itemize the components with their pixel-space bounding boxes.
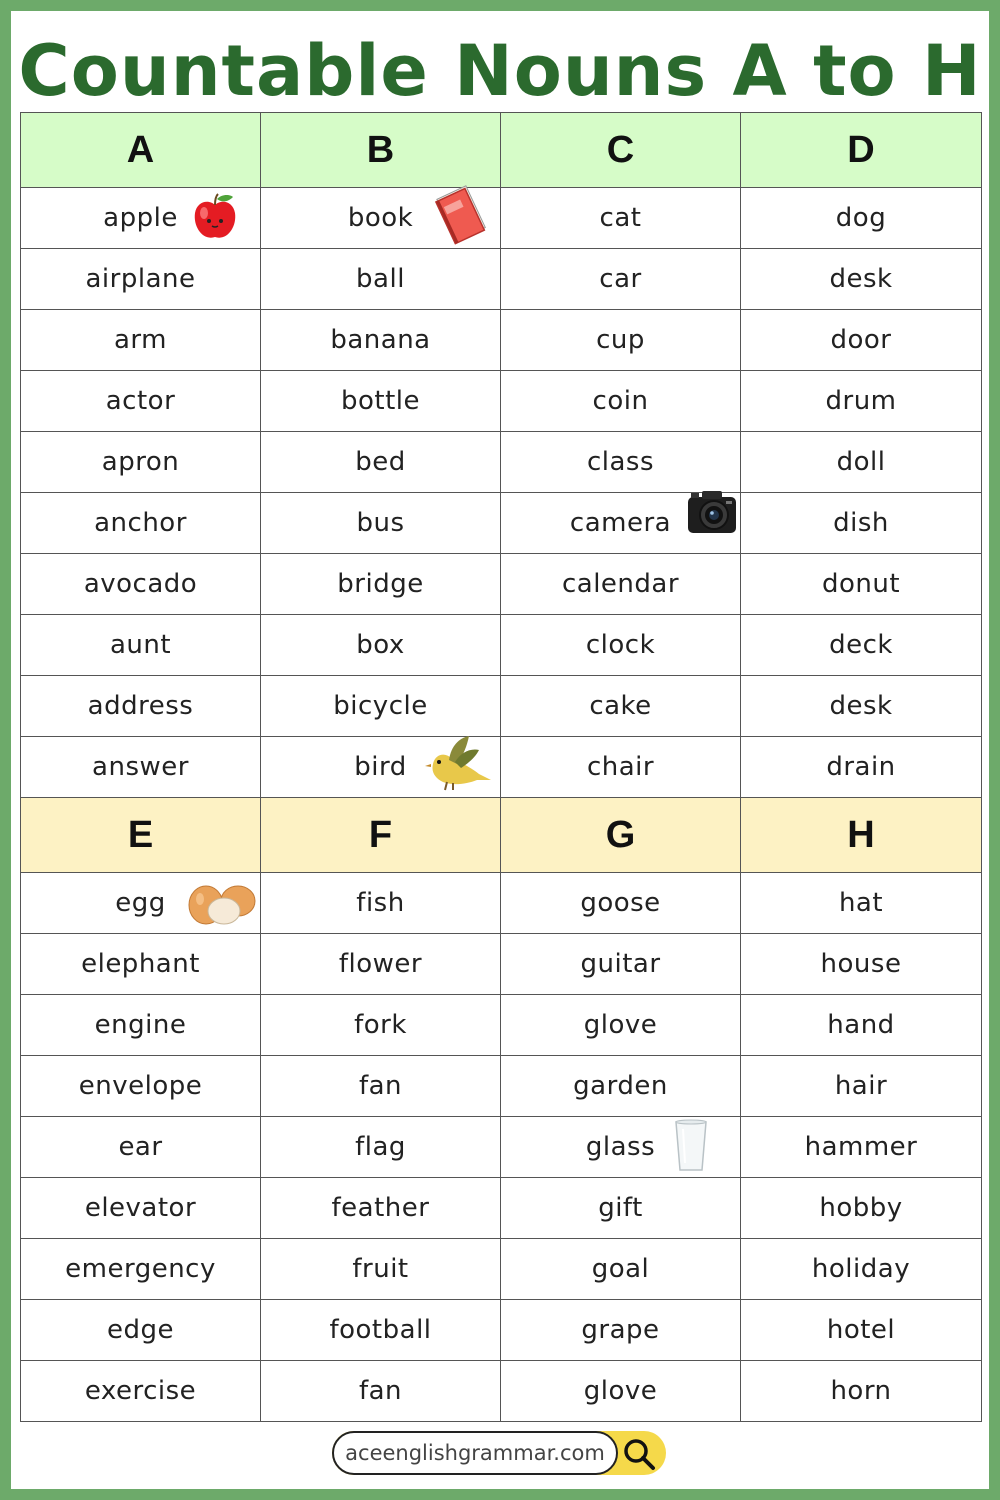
table-cell: flag (261, 1117, 501, 1178)
table-cell: cup (501, 310, 741, 371)
table-cell: car (501, 249, 741, 310)
header-a: A (21, 113, 261, 188)
table-cell: chair (501, 737, 741, 798)
table-cell: ear (21, 1117, 261, 1178)
table-row (21, 737, 982, 798)
table-cell: hammer (741, 1117, 982, 1178)
table-cell: grape (501, 1300, 741, 1361)
table-row (21, 249, 982, 310)
table-cell: elephant (21, 934, 261, 995)
table-cell: horn (741, 1361, 982, 1422)
table-cell: goal (501, 1239, 741, 1300)
table-cell: desk (741, 676, 982, 737)
header-h: H (741, 798, 982, 873)
table-row (21, 873, 982, 934)
page-title: Countable Nouns A to H (18, 30, 982, 112)
table-cell: box (261, 615, 501, 676)
table-cell: actor (21, 371, 261, 432)
search-icon[interactable] (622, 1437, 656, 1471)
table-cell: cat (501, 188, 741, 249)
table-cell: envelope (21, 1056, 261, 1117)
table-cell: book (261, 188, 501, 249)
table-row (21, 676, 982, 737)
table-cell: egg (21, 873, 261, 934)
table-cell: exercise (21, 1361, 261, 1422)
table-cell: camera (501, 493, 741, 554)
table-cell: hobby (741, 1178, 982, 1239)
table-cell: glove (501, 995, 741, 1056)
table-cell: gift (501, 1178, 741, 1239)
table-cell: fish (261, 873, 501, 934)
table-cell: bicycle (261, 676, 501, 737)
table-row (21, 1117, 982, 1178)
table-cell: apron (21, 432, 261, 493)
glass-icon (673, 1119, 709, 1173)
header-e: E (21, 798, 261, 873)
table-cell: hat (741, 873, 982, 934)
table-cell: avocado (21, 554, 261, 615)
table-row (21, 188, 982, 249)
table-cell: bed (261, 432, 501, 493)
table-cell: football (261, 1300, 501, 1361)
table-cell: fruit (261, 1239, 501, 1300)
table-cell: address (21, 676, 261, 737)
table-cell: guitar (501, 934, 741, 995)
table-cell: clock (501, 615, 741, 676)
table-cell: desk (741, 249, 982, 310)
table-cell: answer (21, 737, 261, 798)
table-cell: donut (741, 554, 982, 615)
table-cell: feather (261, 1178, 501, 1239)
table-cell: aunt (21, 615, 261, 676)
table-cell: garden (501, 1056, 741, 1117)
camera-icon (686, 487, 738, 537)
table-cell: apple (21, 188, 261, 249)
table-cell: glove (501, 1361, 741, 1422)
table-row (21, 1300, 982, 1361)
website-url[interactable]: aceenglishgrammar.com (332, 1431, 618, 1475)
header-d: D (741, 113, 982, 188)
table-cell: fan (261, 1361, 501, 1422)
table-row (21, 493, 982, 554)
table-cell: dish (741, 493, 982, 554)
table-row (21, 1056, 982, 1117)
table-cell: flower (261, 934, 501, 995)
header-c: C (501, 113, 741, 188)
table-row (21, 554, 982, 615)
table-cell: arm (21, 310, 261, 371)
table-cell: coin (501, 371, 741, 432)
table-cell: anchor (21, 493, 261, 554)
header-row-e-h (21, 798, 982, 873)
table-cell: class (501, 432, 741, 493)
table-row (21, 1361, 982, 1422)
table-row (21, 615, 982, 676)
header-row-a-d (21, 113, 982, 188)
table-cell: goose (501, 873, 741, 934)
table-cell: airplane (21, 249, 261, 310)
table-row (21, 934, 982, 995)
table-cell: hotel (741, 1300, 982, 1361)
table-cell: hand (741, 995, 982, 1056)
header-b: B (261, 113, 501, 188)
table-cell: bridge (261, 554, 501, 615)
apple-icon (189, 191, 241, 243)
bird-icon (419, 734, 495, 794)
table-cell: ball (261, 249, 501, 310)
table-cell: elevator (21, 1178, 261, 1239)
table-cell: emergency (21, 1239, 261, 1300)
table-cell: holiday (741, 1239, 982, 1300)
table-cell: cake (501, 676, 741, 737)
table-row (21, 1178, 982, 1239)
table-cell: bottle (261, 371, 501, 432)
table-cell: bus (261, 493, 501, 554)
table-row (21, 1239, 982, 1300)
table-cell: fork (261, 995, 501, 1056)
table-cell: edge (21, 1300, 261, 1361)
table-cell: deck (741, 615, 982, 676)
table-cell: doll (741, 432, 982, 493)
table-cell: fan (261, 1056, 501, 1117)
table-cell: dog (741, 188, 982, 249)
nouns-table (20, 112, 982, 1422)
header-g: G (501, 798, 741, 873)
table-cell: house (741, 934, 982, 995)
page (11, 11, 989, 1489)
header-f: F (261, 798, 501, 873)
book-icon (433, 178, 491, 248)
table-cell: drain (741, 737, 982, 798)
egg-icon (186, 883, 258, 927)
table-cell: calendar (501, 554, 741, 615)
table-row (21, 310, 982, 371)
table-cell: door (741, 310, 982, 371)
website-search-bar[interactable] (332, 1431, 668, 1477)
table-cell: banana (261, 310, 501, 371)
table-row (21, 371, 982, 432)
table-cell: hair (741, 1056, 982, 1117)
table-row (21, 432, 982, 493)
table-cell: bird (261, 737, 501, 798)
table-cell: glass (501, 1117, 741, 1178)
table-cell: drum (741, 371, 982, 432)
table-row (21, 995, 982, 1056)
table-cell: engine (21, 995, 261, 1056)
